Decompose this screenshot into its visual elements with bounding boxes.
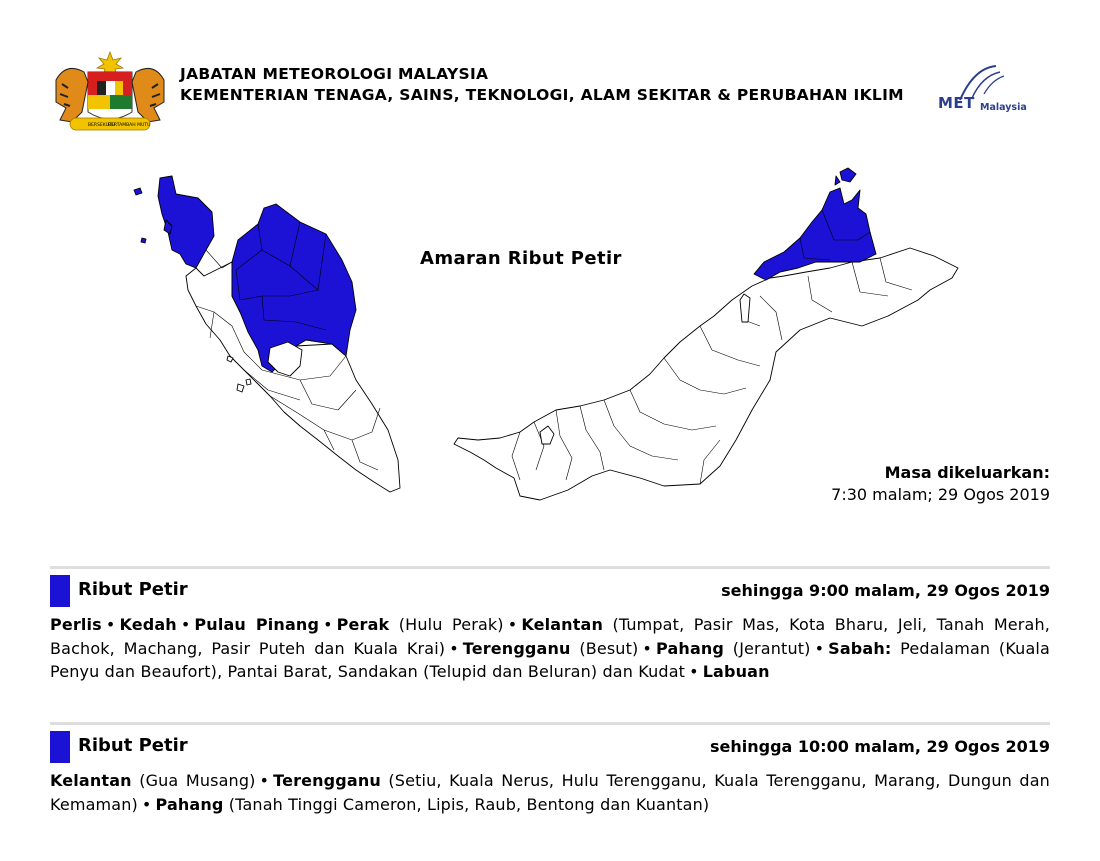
area-state: Kedah bbox=[119, 615, 177, 634]
section-title: Ribut Petir bbox=[78, 735, 188, 756]
page-header bbox=[0, 0, 1100, 140]
warning-section-1 bbox=[50, 566, 1050, 684]
issued-time: 7:30 malam; 29 Ogos 2019 bbox=[831, 485, 1050, 504]
met-logo-subtext: Malaysia bbox=[980, 102, 1027, 113]
area-detail: (Setiu, Kuala Nerus, Hulu Terengganu, Kuala Terengganu, Marang, Dungun dan Kemaman) bbox=[50, 771, 1050, 814]
area-list: Kelantan (Gua Musang) • Terengganu (Setiu, Kuala Nerus, Hulu Terengganu, Kuala Terengganu, Marang, Dungun dan Kemaman) • Pahang (Tanah Tinggi Cameron, Lipis, Raub, Bentong dan Kuantan) bbox=[50, 771, 1050, 814]
coat-of-arms-logo bbox=[48, 50, 172, 134]
area-state: Kelantan bbox=[50, 771, 132, 790]
area-state: Kelantan bbox=[521, 615, 603, 634]
section-title: Ribut Petir bbox=[78, 579, 188, 600]
org-line-1: JABATAN METEOROLOGI MALAYSIA bbox=[180, 65, 489, 83]
section-valid-until: sehingga 9:00 malam, 29 Ogos 2019 bbox=[721, 581, 1050, 600]
org-line-2: KEMENTERIAN TENAGA, SAINS, TEKNOLOGI, ALAM SEKITAR & PERUBAHAN IKLIM bbox=[180, 86, 904, 104]
area-state: Terengganu bbox=[273, 771, 381, 790]
area-state: Pahang bbox=[155, 794, 224, 814]
crest-motto-1: BERSEKUTU bbox=[88, 123, 115, 128]
section-header bbox=[50, 725, 1050, 765]
issued-time-block bbox=[831, 462, 1050, 506]
area-detail: (Tumpat, Pasir Mas, Kota Bharu, Jeli, Tanah Merah, Bachok, Machang, Pasir Puteh dan Kuala Krai) bbox=[50, 615, 1051, 658]
area-state: Pulau Pinang bbox=[194, 615, 320, 634]
peninsular-malaysia-map bbox=[134, 176, 400, 492]
section-valid-until: sehingga 10:00 malam, 29 Ogos 2019 bbox=[710, 737, 1050, 756]
warning-color-marker bbox=[50, 575, 70, 607]
organization-name bbox=[180, 64, 920, 106]
area-state: Sabah: bbox=[828, 638, 892, 658]
warning-color-marker bbox=[50, 731, 70, 763]
borneo-malaysia-map bbox=[454, 168, 958, 500]
area-detail: (Gua Musang) bbox=[139, 771, 256, 790]
area-state: Perlis bbox=[50, 615, 102, 634]
met-malaysia-logo bbox=[930, 64, 1050, 124]
map-title: Amaran Ribut Petir bbox=[420, 248, 622, 269]
area-list: Perlis • Kedah • Pulau Pinang • Perak (Hulu Perak) • Kelantan (Tumpat, Pasir Mas, Kota Bharu, Jeli, Tanah Merah, Bachok, Machang, Pasir Puteh dan Kuala Krai) • Terengganu (Besut) • Pahang (Jerantut) • Sabah: Pedalaman (Kuala Penyu dan Beaufort), Pantai Barat, Sandakan (Telupid dan Beluran) dan Kudat • Labuan bbox=[50, 615, 1051, 681]
area-state: Perak bbox=[336, 615, 390, 634]
met-logo-text: MET bbox=[938, 94, 975, 112]
area-state: Terengganu bbox=[462, 638, 571, 658]
area-detail: (Tanah Tinggi Cameron, Lipis, Raub, Bentong dan Kuantan) bbox=[228, 794, 710, 814]
area-state: Pahang bbox=[656, 638, 725, 658]
area-state: Labuan bbox=[702, 662, 770, 681]
area-detail: Pedalaman (Kuala Penyu dan Beaufort), Pantai Barat, Sandakan (Telupid dan Beluran) dan Kudat bbox=[50, 638, 1050, 681]
crest-motto-2: BERTAMBAH MUTU bbox=[108, 123, 151, 128]
area-detail: (Jerantut) bbox=[732, 638, 811, 658]
issued-label: Masa dikeluarkan: bbox=[884, 463, 1050, 482]
warning-section-2 bbox=[50, 722, 1050, 816]
area-detail: (Hulu Perak) bbox=[398, 615, 504, 634]
section-header bbox=[50, 569, 1050, 609]
area-detail: (Besut) bbox=[579, 638, 639, 658]
